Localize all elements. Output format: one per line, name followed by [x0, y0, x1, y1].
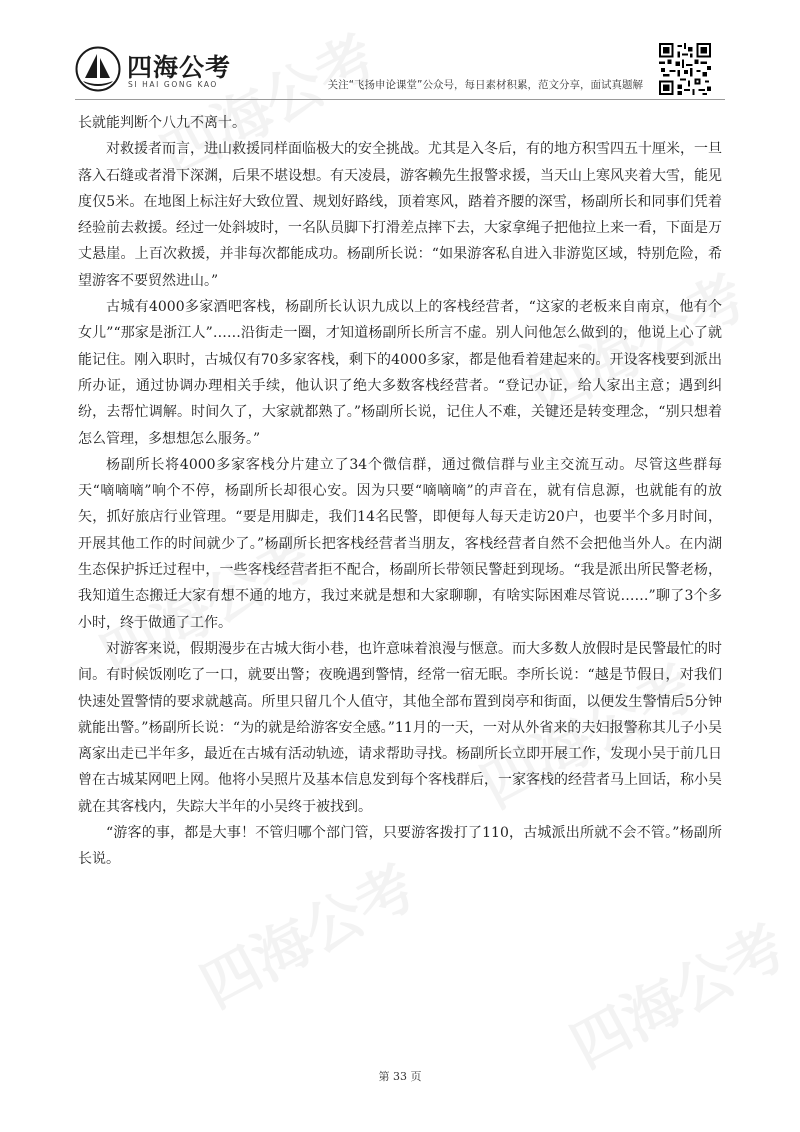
- sailboat-logo-icon: [75, 46, 121, 92]
- paragraph: “游客的事，都是大事！不管归哪个部门管，只要游客拨打了110，古城派出所就不会不管。”杨副所长说。: [78, 825, 722, 868]
- page-header: [75, 38, 725, 100]
- article-body: [78, 110, 722, 873]
- page-number: 第 33 页: [378, 1070, 422, 1083]
- header-tagline: 关注“飞扬申论课堂”公众号，每日素材积累，范文分享，面试真题解: [327, 79, 643, 91]
- header-divider: [75, 99, 725, 100]
- paragraph: 长就能判断个八九不离十。: [78, 115, 246, 131]
- qr-code-icon: [659, 43, 711, 95]
- paragraph: 杨副所长将4000多家客栈分片建立了34个微信群，通过微信群与业主交流互动。尽管这些群每天“嘀嘀嘀”响个不停，杨副所长却很心安。因为只要“嘀嘀嘀”的声音在，就有信息源，也就能有的放矢，抓好旅店行业管理。“要是用脚走，我们14名民警，即便每人每天走访20户，也要半个多月时间，开展其他工作的时间就少了。”杨副所长把客栈经营者当朋友，客栈经营者自然不会把他当外人。在内湖生态保护拆迁过程中，一些客栈经营者拒不配合，杨副所长带领民警赶到现场。“我是派出所民警老杨，我知道生态搬迁大家有想不通的地方，我过来就是想和大家聊聊，有啥实际困难尽管说……”聊了3个多小时，终于做通了工作。: [78, 456, 722, 631]
- brand-name: 四海公考: [127, 53, 232, 82]
- paragraph: 对游客来说，假期漫步在古城大街小巷，也许意味着浪漫与惬意。而大多数人放假时是民警最忙的时间。有时候饭刚吃了一口，就要出警；夜晚遇到警情，经常一宿无眠。李所长说：“越是节假日，对我们快速处置警情的要求就越高。所里只留几个人值守，其他全部布置到岗亭和街面，以便发生警情后5分钟就能出警。”杨副所长说：“为的就是给游客安全感。”11月的一天，一对从外省来的夫妇报警称其儿子小吴离家出走已半年多，最近在古城有活动轨迹，请求帮助寻找。杨副所长立即开展工作，发现小吴于前几日曾在古城某网吧上网。他将小吴照片及基本信息发到每个客栈群后，一家客栈的经营者马上回话，称小吴就在其客栈内，失踪大半年的小吴终于被找到。: [78, 640, 722, 815]
- watermark: [554, 900, 798, 1083]
- brand-pinyin: SI HAI GONG KAO: [128, 80, 218, 89]
- paragraph: 古城有4000多家酒吧客栈，杨副所长认识九成以上的客栈经营者，“这家的老板来自南京，他有个女儿”“那家是浙江人”……沿街走一圈，才知道杨副所长所言不虚。别人问他怎么做到的，他说上心了就能记住。刚入职时，古城仅有70多家客栈，剩下的4000多家，都是他看着建起来的。开设客栈要到派出所办证，通过协调办理相关手续，他认识了绝大多数客栈经营者。“登记办证，给人家出主意；遇到纠纷，去帮忙调解。时间久了，大家就都熟了。”杨副所长说，记住人不难，关键还是转变理念，“别只想着怎么管理，多想想怎么服务。”: [78, 299, 722, 447]
- paragraph: 对救援者而言，进山救援同样面临极大的安全挑战。尤其是入冬后，有的地方积雪四五十厘米，一旦落入石缝或者滑下深渊，后果不堪设想。有天凌晨，游客赖先生报警求援，当天山上寒风夹着大雪，能见度仅5米。在地图上标注好大致位置、规划好路线，顶着寒风，踏着齐腰的深雪，杨副所长和同事们凭着经验前去救援。经过一处斜坡时，一名队员脚下打滑差点摔下去，大家拿绳子把他拉上来一看，下面是万丈悬崖。上百次救援，并非每次都能成功。杨副所长说：“如果游客私自进入非游览区域，特别危险，希望游客不要贸然进山。”: [78, 141, 722, 289]
- logo: [75, 46, 305, 94]
